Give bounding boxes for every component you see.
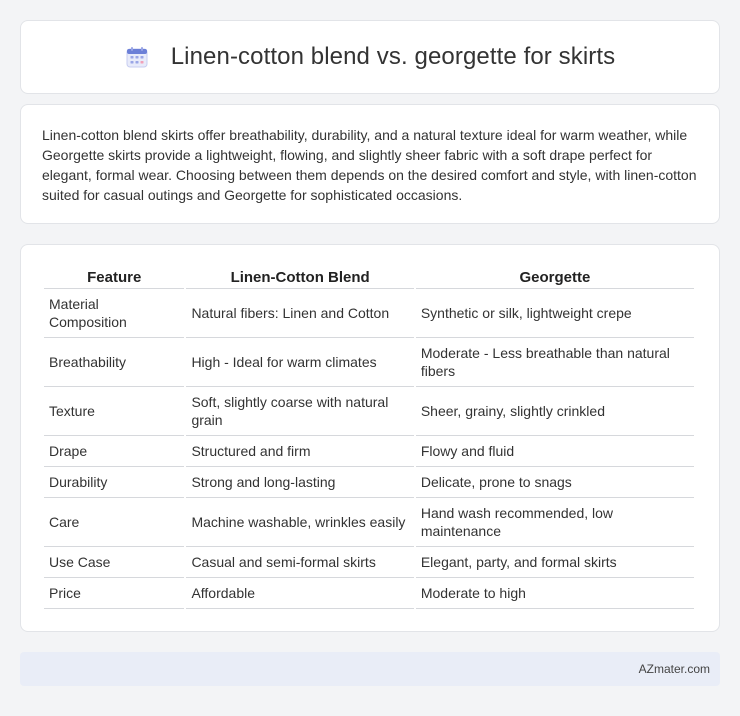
intro-card [20, 104, 720, 224]
georgette-cell: Sheer, grainy, slightly crinkled [416, 387, 694, 436]
linen-cotton-cell: Affordable [186, 578, 413, 609]
linen-cotton-cell: Natural fibers: Linen and Cotton [186, 289, 413, 338]
georgette-cell: Elegant, party, and formal skirts [416, 547, 694, 578]
page-title: Linen-cotton blend vs. georgette for skirts [170, 43, 616, 70]
intro-text: Linen-cotton blend skirts offer breathability, durability, and a natural texture ideal for warm weather, while Georgette skirts provide a lightweight, flowing, and slightly sheer fabric with a soft drape perfect for elegant, formal wear. Choosing between them depends on the desired comfort and style, with linen-cotton suited for casual outings and Georgette for sophisticated occasions. [42, 127, 697, 203]
table-row [44, 436, 694, 467]
table-row [44, 467, 694, 498]
feature-cell: Care [44, 498, 184, 547]
table-row [44, 289, 694, 338]
feature-cell: Breathability [44, 338, 184, 387]
comparison-card [20, 244, 720, 632]
linen-cotton-cell: High - Ideal for warm climates [186, 338, 413, 387]
header-card [20, 20, 720, 94]
header-feature: Feature [44, 265, 184, 289]
linen-cotton-cell: Soft, slightly coarse with natural grain [186, 387, 413, 436]
linen-cotton-cell: Casual and semi-formal skirts [186, 547, 413, 578]
georgette-cell: Hand wash recommended, low maintenance [416, 498, 694, 547]
table-header-row [44, 265, 694, 289]
georgette-cell: Moderate - Less breathable than natural fibers [416, 338, 694, 387]
georgette-cell: Moderate to high [416, 578, 694, 609]
header-georgette: Georgette [416, 265, 694, 289]
feature-cell: Durability [44, 467, 184, 498]
table-row [44, 547, 694, 578]
feature-cell: Use Case [44, 547, 184, 578]
comparison-table [42, 265, 696, 609]
georgette-cell: Delicate, prone to snags [416, 467, 694, 498]
feature-cell: Price [44, 578, 184, 609]
linen-cotton-cell: Machine washable, wrinkles easily [186, 498, 413, 547]
footer-bar [20, 652, 720, 686]
linen-cotton-cell: Strong and long-lasting [186, 467, 413, 498]
feature-cell: Texture [44, 387, 184, 436]
footer-site-name: AZmater.com [638, 662, 710, 676]
table-row [44, 387, 694, 436]
feature-cell: Material Composition [44, 289, 184, 338]
header-linen-cotton: Linen-Cotton Blend [186, 265, 413, 289]
header [125, 43, 616, 71]
feature-cell: Drape [44, 436, 184, 467]
table-row [44, 498, 694, 547]
table-row [44, 338, 694, 387]
calendar-icon [125, 45, 149, 69]
georgette-cell: Flowy and fluid [416, 436, 694, 467]
table-row [44, 578, 694, 609]
linen-cotton-cell: Structured and firm [186, 436, 413, 467]
georgette-cell: Synthetic or silk, lightweight crepe [416, 289, 694, 338]
